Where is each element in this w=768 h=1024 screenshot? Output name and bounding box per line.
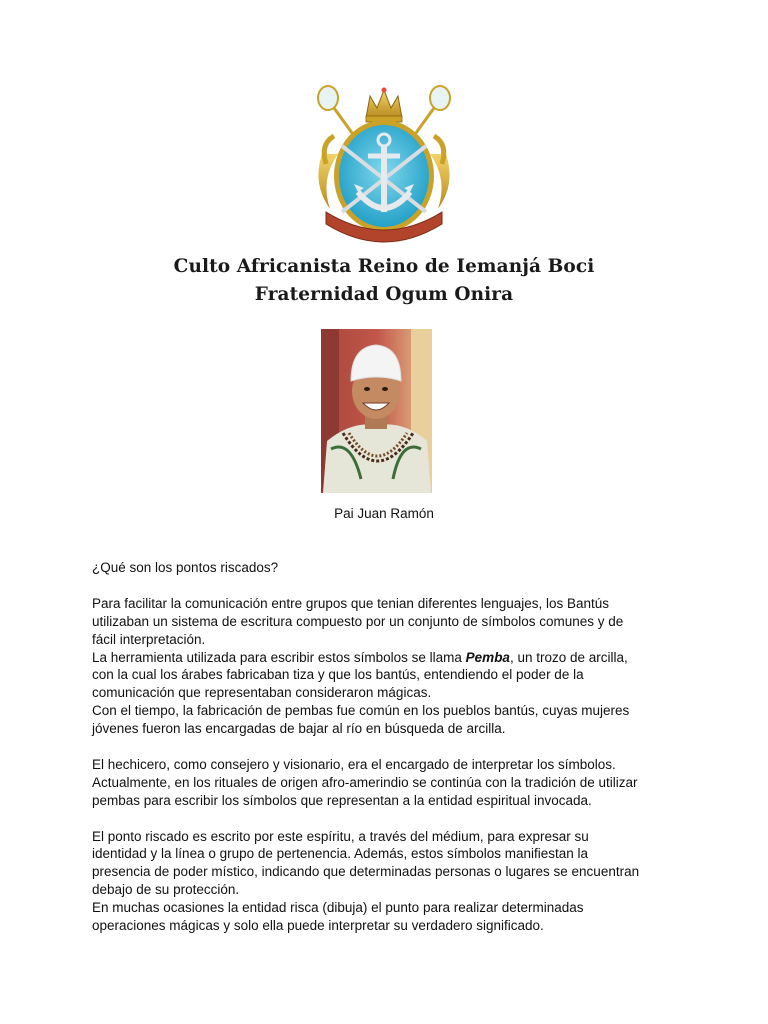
title-line-2: Fraternidad Ogum Onira	[254, 284, 514, 305]
text-run: La herramienta utilizada para escribir estos símbolos se llama	[92, 649, 466, 665]
portrait-photo	[321, 329, 432, 493]
paragraph-line: presencia de poder místico, indicando que determinadas personas o lugares se encuentran	[92, 864, 640, 880]
paragraph-line: Actualmente, en los rituales de origen afro-amerindio se continúa con la tradición de utilizar	[92, 774, 638, 790]
paragraph-line: pembas para escribir los símbolos que representan a la entidad espiritual invocada.	[92, 792, 592, 808]
paragraph-line: El hechicero, como consejero y visionario, era el encargado de interpretar los símbolos.	[92, 756, 616, 772]
article-body	[92, 559, 692, 935]
paragraph-line-pemba	[92, 649, 692, 667]
paragraph-line: debajo de su protección.	[92, 882, 240, 898]
paragraph-line: El ponto riscado es escrito por este espíritu, a través del médium, para expresar su	[92, 828, 589, 844]
pemba-term: Pemba	[465, 649, 510, 665]
text-run: , un trozo de arcilla,	[509, 649, 628, 665]
anchor-crest-icon	[312, 84, 456, 254]
paragraph-line: utilizaban un sistema de escritura compuesto por un conjunto de símbolos comunes y de	[92, 613, 624, 629]
paragraph-line: fácil interpretación.	[92, 631, 206, 647]
section-question: ¿Qué son los pontos riscados?	[92, 560, 279, 575]
paragraph-line: identidad y la línea o grupo de pertenencia. Además, estos símbolos manifiestan la	[92, 846, 589, 862]
paragraph-line: comunicación que representaban consideraron mágicas.	[92, 685, 432, 701]
paragraph-line: Con el tiempo, la fabricación de pembas fue común en los pueblos bantús, cuyas mujeres	[92, 703, 630, 719]
paragraph-line: operaciones mágicas y solo ella puede interpretar su verdadero significado.	[92, 918, 544, 934]
paragraph-line: Para facilitar la comunicación entre grupos que tenian diferentes lenguajes, los Bantús	[92, 595, 610, 611]
paragraph-line: jóvenes fueron las encargadas de bajar al río en búsqueda de arcilla.	[92, 721, 506, 737]
paragraph-line: En muchas ocasiones la entidad risca (dibuja) el punto para realizar determinadas	[92, 900, 584, 916]
photo-caption: Pai Juan Ramón	[334, 506, 434, 521]
title-line-1: Culto Africanista Reino de Iemanjá Boci	[173, 256, 595, 277]
paragraph-line: con la cual los árabes fabricaban tiza y que los bantús, entendiendo el poder de la	[92, 667, 584, 683]
